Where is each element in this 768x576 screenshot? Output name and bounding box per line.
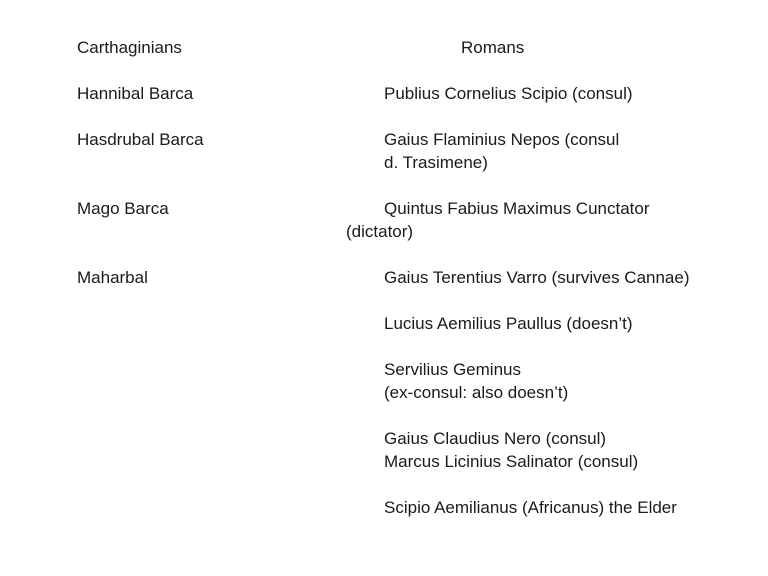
roman-salinator: Marcus Licinius Salinator (consul) <box>384 452 639 471</box>
romans-heading: Romans <box>461 38 525 57</box>
carthaginian-mago: Mago Barca <box>77 199 169 218</box>
carthaginian-maharbal: Maharbal <box>77 268 148 287</box>
roman-servilius-line1: Servilius Geminus <box>384 360 521 379</box>
roman-fabius-line2: (dictator) <box>346 222 414 241</box>
carthaginian-hannibal: Hannibal Barca <box>77 84 194 103</box>
roman-africanus: Scipio Aemilianus (Africanus) the Elder <box>384 498 677 517</box>
carthaginians-heading: Carthaginians <box>77 38 182 57</box>
roman-paullus: Lucius Aemilius Paullus (doesn’t) <box>384 314 633 333</box>
roman-varro: Gaius Terentius Varro (survives Cannae) <box>384 268 690 287</box>
roman-flaminius-line2: d. Trasimene) <box>384 153 488 172</box>
roman-nero: Gaius Claudius Nero (consul) <box>384 429 607 448</box>
roman-scipio-consul: Publius Cornelius Scipio (consul) <box>384 84 633 103</box>
roman-fabius-line1: Quintus Fabius Maximus Cunctator <box>384 199 650 218</box>
roman-servilius-line2: (ex-consul: also doesn’t) <box>384 383 569 402</box>
roman-flaminius-line1: Gaius Flaminius Nepos (consul <box>384 130 620 149</box>
carthaginian-hasdrubal: Hasdrubal Barca <box>77 130 204 149</box>
